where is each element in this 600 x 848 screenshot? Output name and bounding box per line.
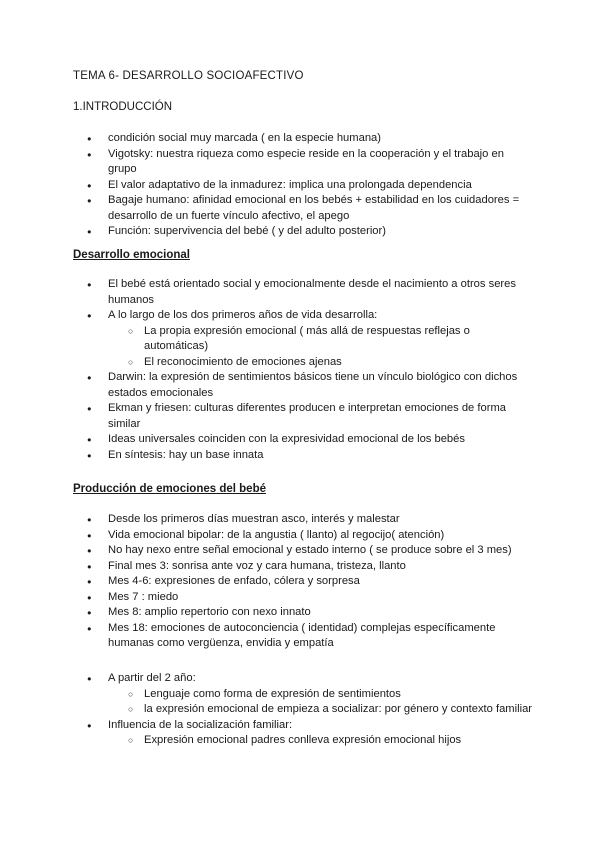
section-heading-produccion-emociones: Producción de emociones del bebé [73, 483, 266, 495]
intro-heading: 1.INTRODUCCIÓN [73, 101, 173, 113]
list-item: ● Desde los primeros días muestran asco, interés y malestar [73, 512, 533, 528]
sub-list [108, 324, 533, 371]
list-item-text: Influencia de la socialización familiar: [108, 718, 293, 731]
list-item-text: A partir del 2 año: [108, 672, 196, 684]
sub-list-item: ○ Lenguaje como forma de expresión de sentimientos [108, 687, 533, 703]
intro-list [73, 131, 533, 240]
list-item: ● Mes 18: emociones de autoconciencia ( identidad) complejas específicamente humanas como vergüenza, envidia y empatía [73, 621, 533, 652]
list-item: ● condición social muy marcada ( en la especie humana) [73, 131, 533, 147]
list-item: ● Final mes 3: sonrisa ante voz y cara humana, tristeza, llanto [73, 559, 533, 575]
list-item: ● Bagaje humano: afinidad emocional en los bebés + estabilidad en los cuidadores = desarrollo de un fuerte vínculo afectivo, el apego [73, 193, 533, 224]
produccion-emociones-list [73, 512, 533, 652]
sub-list-item: ○ Expresión emocional padres conlleva expresión emocional hijos [108, 733, 533, 749]
socializacion-list [73, 671, 533, 749]
list-item: ● Mes 4-6: expresiones de enfado, cólera y sorpresa [73, 574, 533, 590]
list-item: ● Función: supervivencia del bebé ( y del adulto posterior) [73, 224, 533, 240]
list-item: ● Darwin: la expresión de sentimientos básicos tiene un vínculo biológico con dichos estados emocionales [73, 370, 533, 401]
list-item [73, 308, 533, 370]
list-item: ● Ideas universales coinciden con la expresividad emocional de los bebés [73, 432, 533, 448]
list-item: ● No hay nexo entre señal emocional y estado interno ( se produce sobre el 3 mes) [73, 543, 533, 559]
sub-list-item: ○ La propia expresión emocional ( más allá de respuestas reflejas o automáticas) [108, 324, 533, 355]
sub-list [108, 733, 533, 749]
list-item: ● Mes 7 : miedo [73, 590, 533, 606]
list-item-text: A lo largo de los dos primeros años de vida desarrolla: [108, 309, 378, 321]
list-item: ● El bebé está orientado social y emocionalmente desde el nacimiento a otros seres humanos [73, 277, 533, 308]
desarrollo-emocional-list [73, 277, 533, 463]
list-item: ● Ekman y friesen: culturas diferentes producen e interpretan emociones de forma similar [73, 401, 533, 432]
list-item: ● Vigotsky: nuestra riqueza como especie reside en la cooperación y el trabajo en grupo [73, 147, 533, 178]
list-item [73, 671, 533, 718]
document-title: TEMA 6- DESARROLLO SOCIOAFECTIVO [73, 70, 304, 82]
list-item: ● En síntesis: hay un base innata [73, 448, 533, 464]
sub-list-item: ○ El reconocimiento de emociones ajenas [108, 355, 533, 371]
list-item [73, 718, 533, 749]
section-heading-desarrollo-emocional: Desarrollo emocional [73, 249, 190, 261]
sub-list-item: ○ la expresión emocional de empieza a socializar: por género y contexto familiar [108, 702, 533, 718]
list-item: ● Vida emocional bipolar: de la angustia ( llanto) al regocijo( atención) [73, 528, 533, 544]
list-item: ● El valor adaptativo de la inmadurez: implica una prolongada dependencia [73, 178, 533, 194]
sub-list [108, 687, 533, 718]
list-item: ● Mes 8: amplio repertorio con nexo innato [73, 605, 533, 621]
